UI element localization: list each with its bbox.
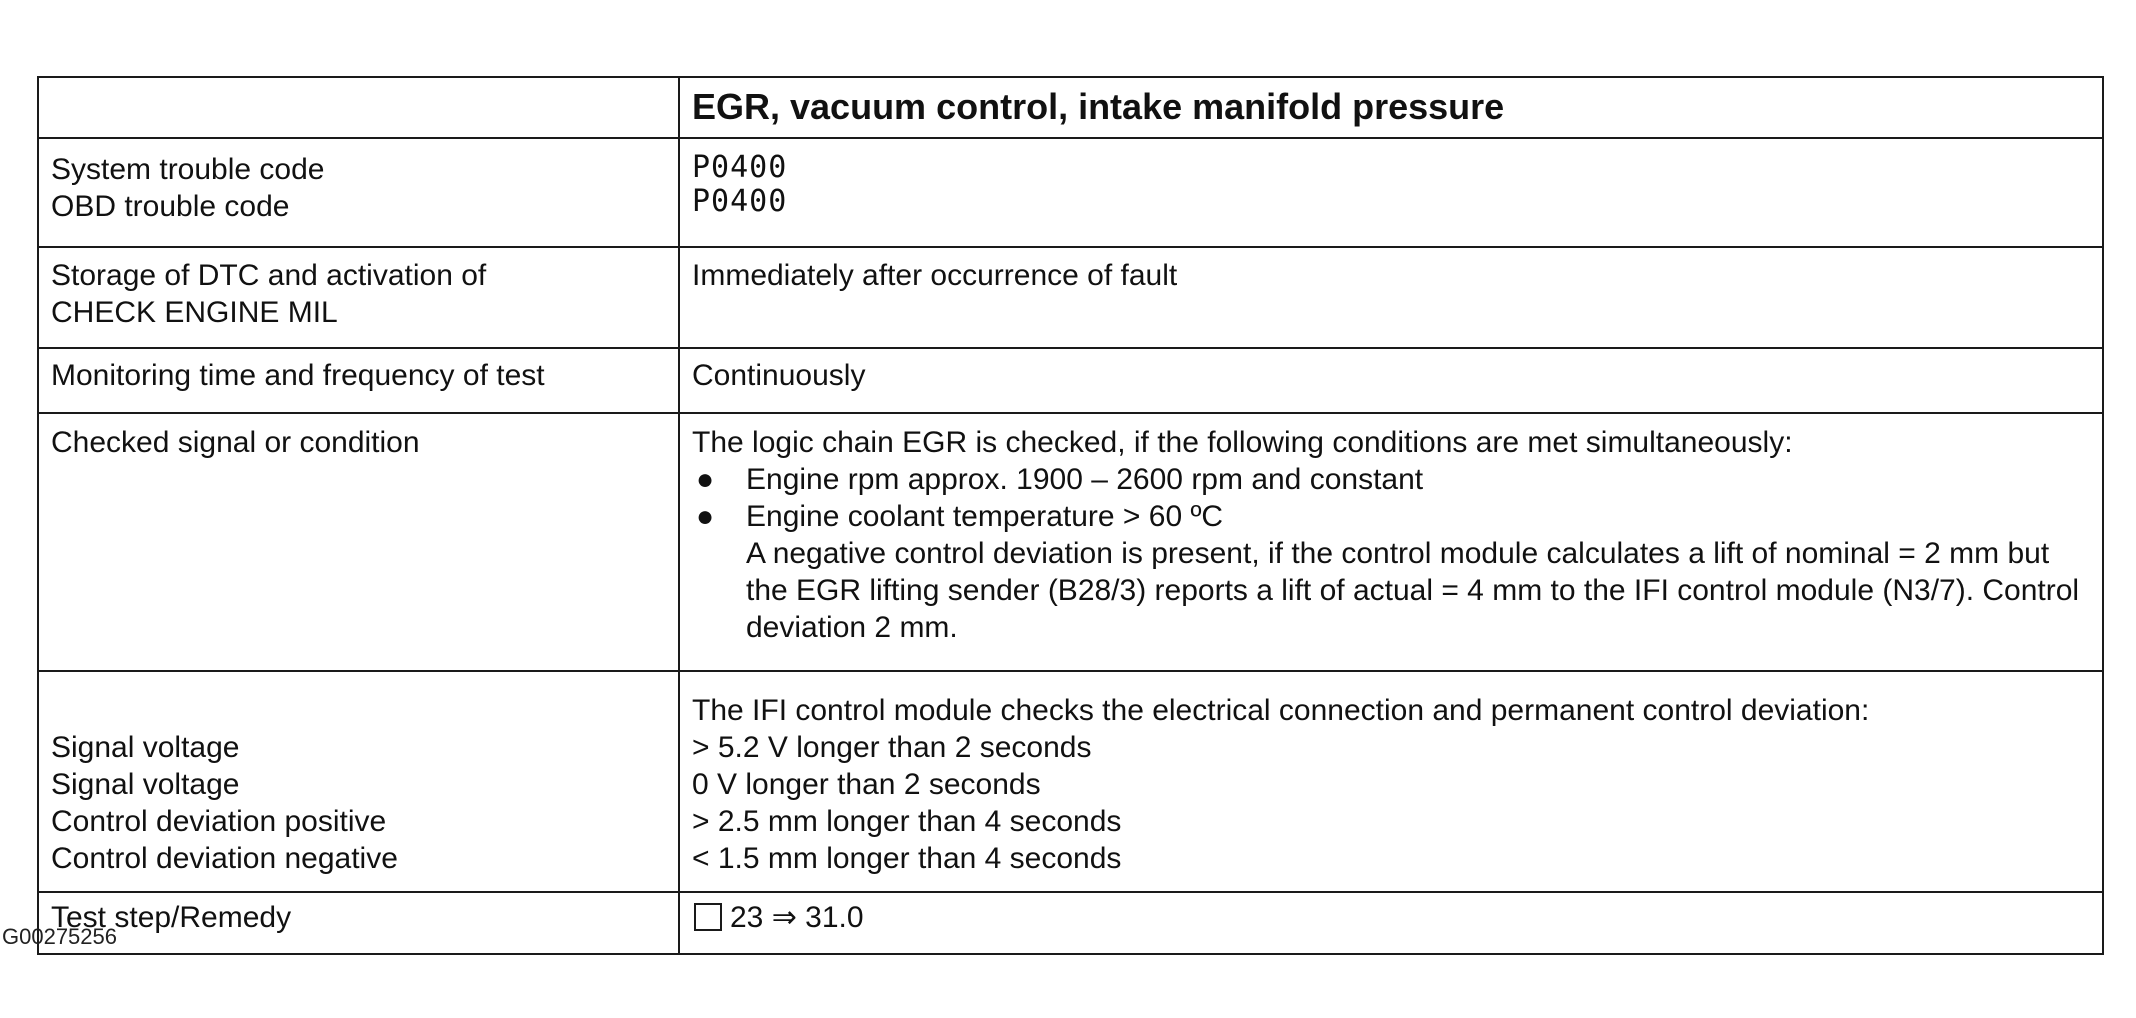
storage-row — [38, 247, 2103, 348]
signal-label-2: Signal voltage — [51, 768, 240, 801]
checked-signal-label-cell — [38, 413, 679, 671]
signal-value-1: > 5.2 V longer than 2 seconds — [692, 731, 1092, 764]
signal-label-3: Control deviation positive — [51, 805, 387, 838]
dtc-table — [37, 76, 2104, 955]
signal-value-3: > 2.5 mm longer than 4 seconds — [692, 805, 1122, 838]
list-item — [692, 461, 2090, 498]
monitoring-value: Continuously — [692, 359, 866, 392]
checked-signal-value-cell — [679, 413, 2103, 671]
system-trouble-code-value: P0400 — [692, 150, 788, 185]
control-deviation-detail: A negative control deviation is present, if the control module calculates a lift of nominal = 2 mm but the EGR lifting sender (B28/3) reports a lift of actual = 4 mm to the IFI control module (N3/7). Control deviation 2 mm. — [746, 537, 2080, 644]
signal-voltage-row — [38, 671, 2103, 892]
trouble-code-row — [38, 138, 2103, 247]
trouble-code-value-cell — [679, 138, 2103, 247]
checked-signal-intro: The logic chain EGR is checked, if the following conditions are met simultaneously: — [692, 426, 1793, 459]
dtc-sheet — [37, 76, 2104, 955]
checked-signal-label: Checked signal or condition — [51, 426, 420, 459]
condition-coolant: Engine coolant temperature > 60 ºC — [746, 500, 1224, 533]
storage-label-line-1: Storage of DTC and activation of — [51, 259, 487, 292]
monitoring-label: Monitoring time and frequency of test — [51, 359, 545, 392]
signal-label-1: Signal voltage — [51, 731, 240, 764]
monitoring-row — [38, 348, 2103, 413]
table-title: EGR, vacuum control, intake manifold pressure — [692, 86, 1505, 127]
monitoring-value-cell — [679, 348, 2103, 413]
obd-trouble-code-value: P0400 — [692, 184, 788, 219]
storage-value-cell — [679, 247, 2103, 348]
checked-signal-row — [38, 413, 2103, 671]
remedy-label: Test step/Remedy — [51, 901, 292, 934]
table-header-row — [38, 77, 2103, 138]
list-item — [692, 498, 2090, 535]
condition-rpm: Engine rpm approx. 1900 – 2600 rpm and constant — [746, 463, 1424, 496]
monitoring-label-cell — [38, 348, 679, 413]
signal-value-cell — [679, 671, 2103, 892]
condition-list — [692, 461, 2090, 535]
remedy-row — [38, 892, 2103, 954]
system-trouble-code-label: System trouble code — [51, 153, 325, 186]
header-title-cell — [679, 77, 2103, 138]
remedy-label-cell — [38, 892, 679, 954]
signal-label-4: Control deviation negative — [51, 842, 398, 875]
signal-value-2: 0 V longer than 2 seconds — [692, 768, 1041, 801]
checkbox-icon — [694, 903, 722, 931]
figure-code: G00275256 — [2, 924, 117, 949]
signal-value-4: < 1.5 mm longer than 4 seconds — [692, 842, 1122, 875]
bullet-icon: ● — [696, 463, 715, 496]
signal-intro: The IFI control module checks the electrical connection and permanent control deviation: — [692, 694, 1870, 727]
header-empty-cell — [38, 77, 679, 138]
signal-label-cell — [38, 671, 679, 892]
storage-label-line-2: CHECK ENGINE MIL — [51, 296, 338, 329]
obd-trouble-code-label: OBD trouble code — [51, 190, 290, 223]
storage-label-cell — [38, 247, 679, 348]
trouble-code-label-cell — [38, 138, 679, 247]
remedy-value: 23 ⇒ 31.0 — [730, 901, 864, 934]
bullet-icon: ● — [696, 500, 715, 533]
remedy-value-cell — [679, 892, 2103, 954]
storage-value: Immediately after occurrence of fault — [692, 259, 1178, 292]
